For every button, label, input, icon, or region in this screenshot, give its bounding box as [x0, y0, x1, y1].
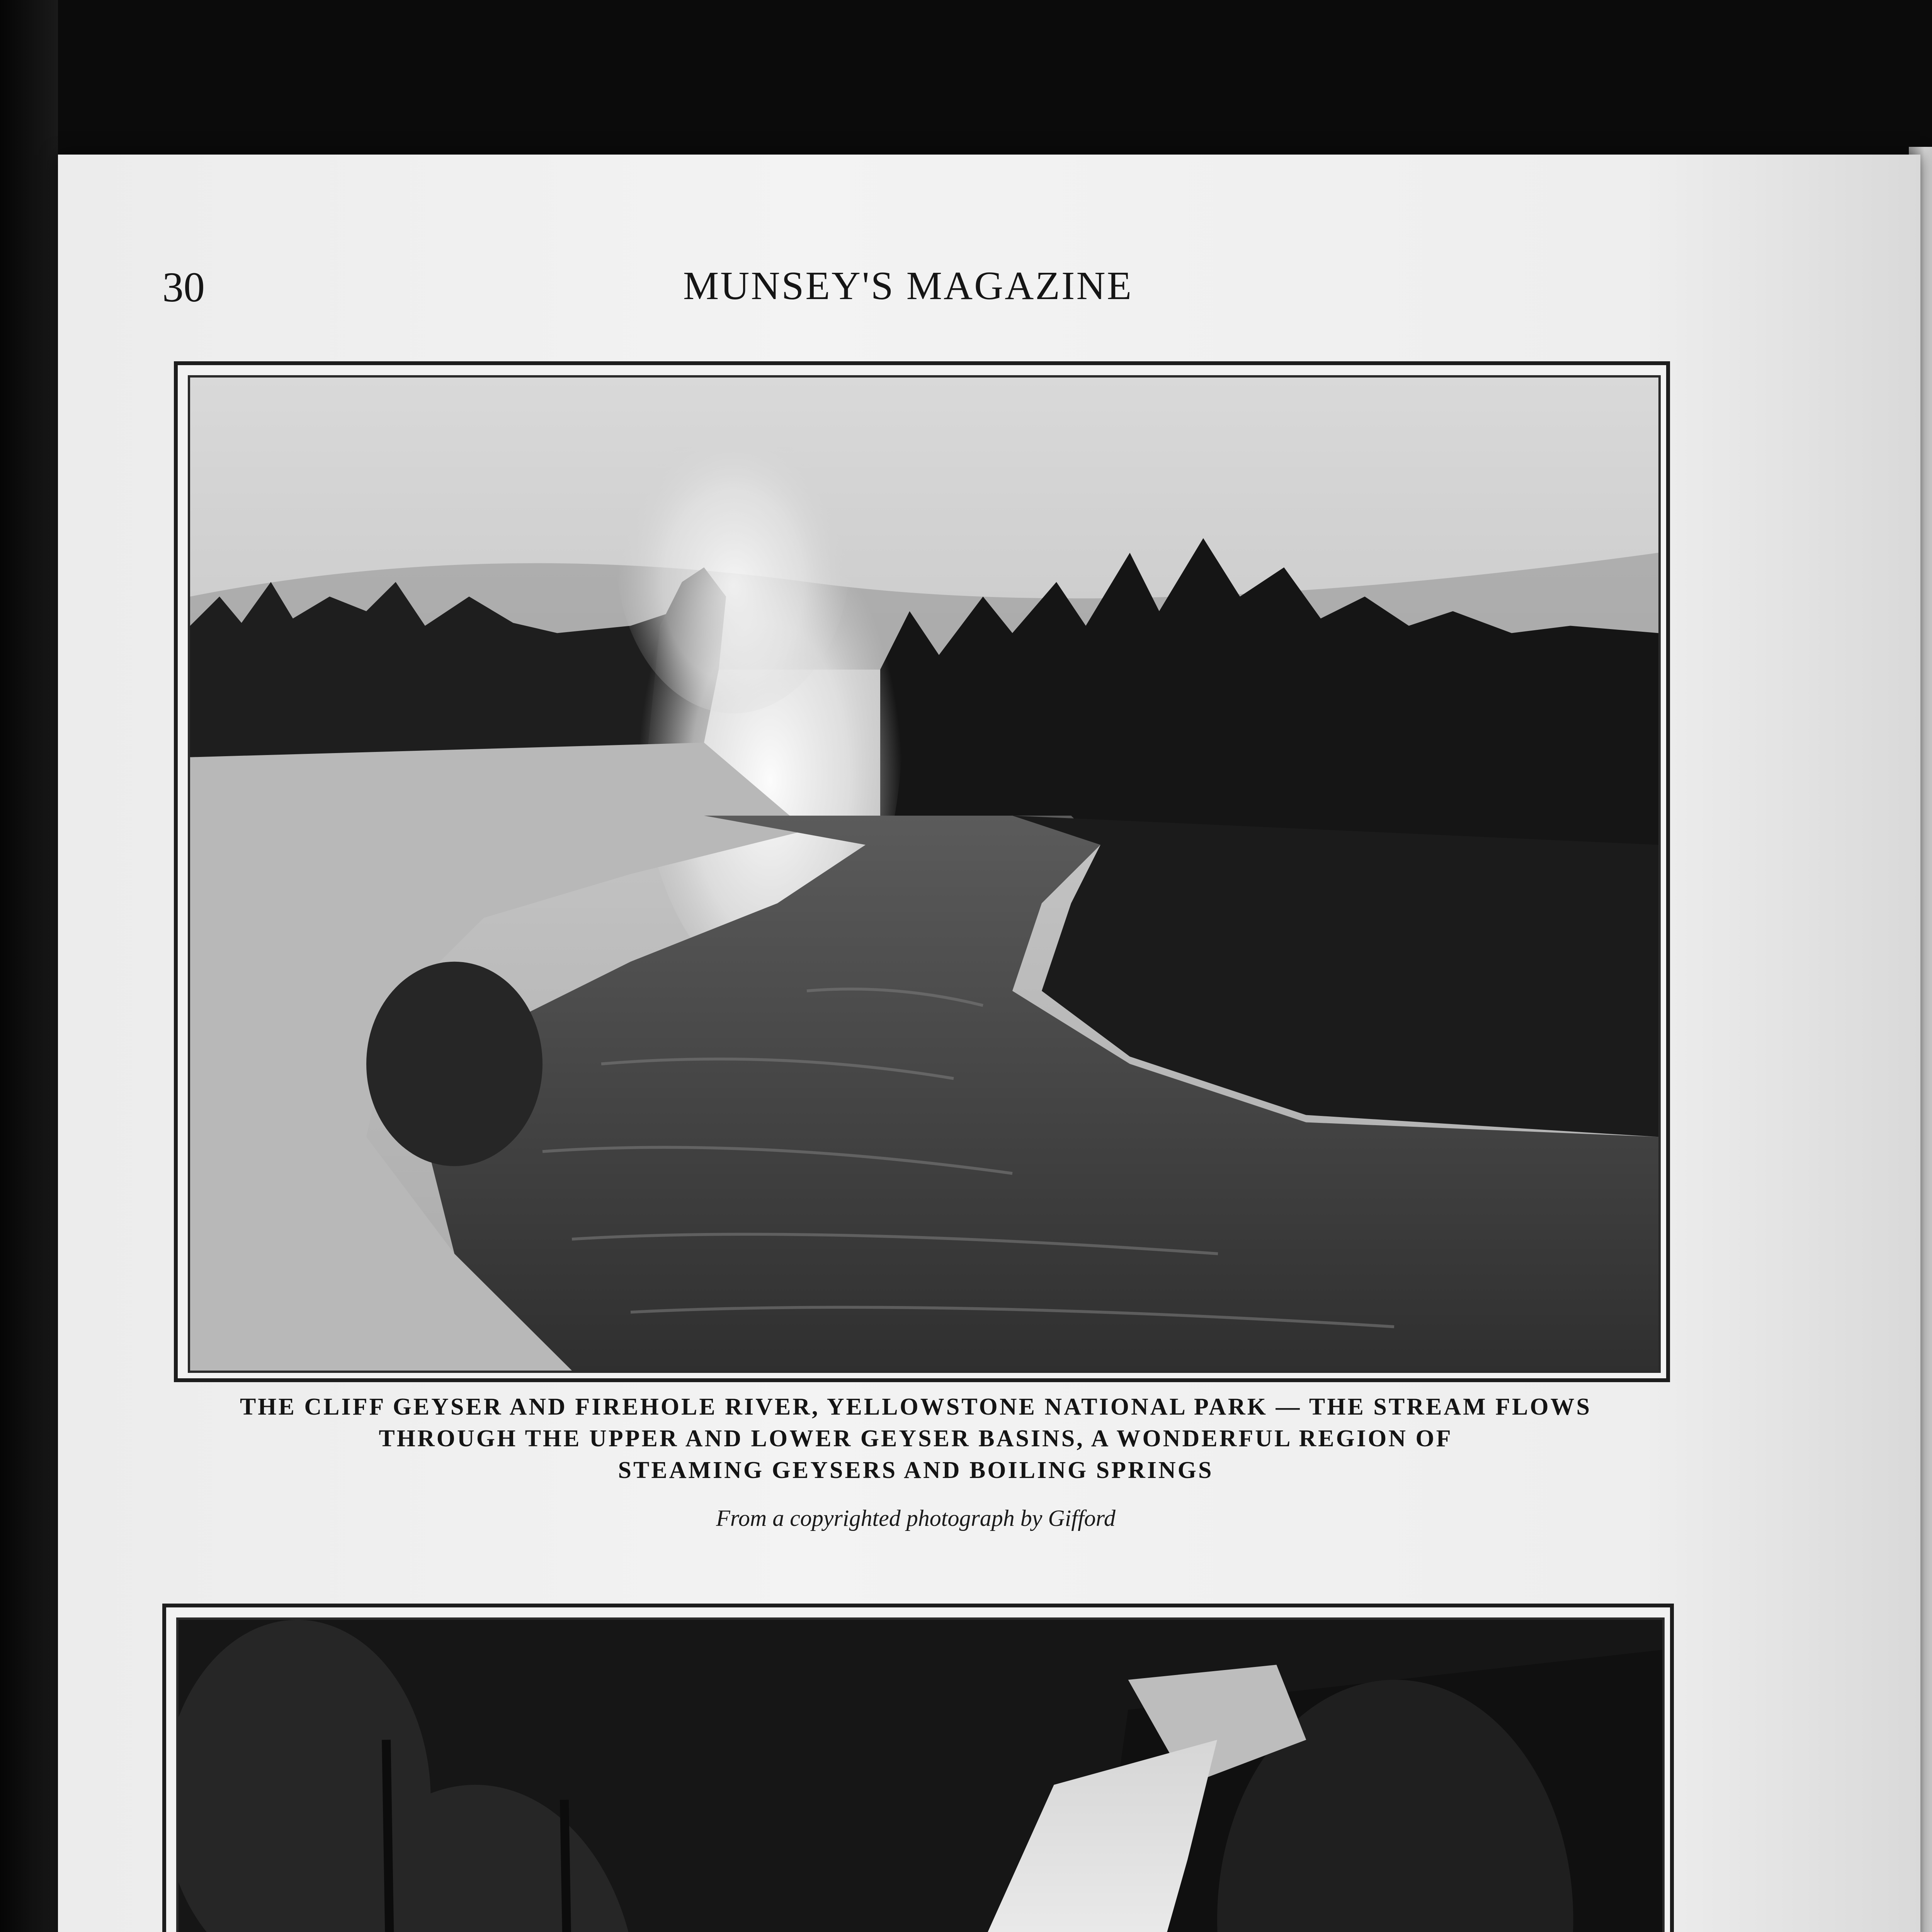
caption-line: THE CLIFF GEYSER AND FIREHOLE RIVER, YELLOWSTONE NATIONAL PARK — THE STREAM FLOWS: [240, 1394, 1592, 1420]
upper-falls-photo: [179, 1620, 1662, 1932]
caption-line: STEAMING GEYSERS AND BOILING SPRINGS: [618, 1457, 1214, 1483]
magazine-title: MUNSEY'S MAGAZINE: [683, 264, 1133, 308]
page-number: 30: [162, 264, 205, 311]
geyser-river-photo: [190, 378, 1658, 1371]
photo-geyser-river: [188, 375, 1661, 1373]
caption-line: THROUGH THE UPPER AND LOWER GEYSER BASINS, A WONDERFUL REGION OF: [379, 1425, 1453, 1452]
photo-credit: From a copyrighted photograph by Gifford: [716, 1505, 1116, 1531]
photo-upper-falls: [176, 1617, 1665, 1932]
photo-plate-geyser: [174, 361, 1670, 1382]
photo-plate-falls: [162, 1604, 1674, 1932]
caption-geyser: [182, 1391, 1650, 1486]
scan-left-shadow: [0, 0, 58, 1932]
